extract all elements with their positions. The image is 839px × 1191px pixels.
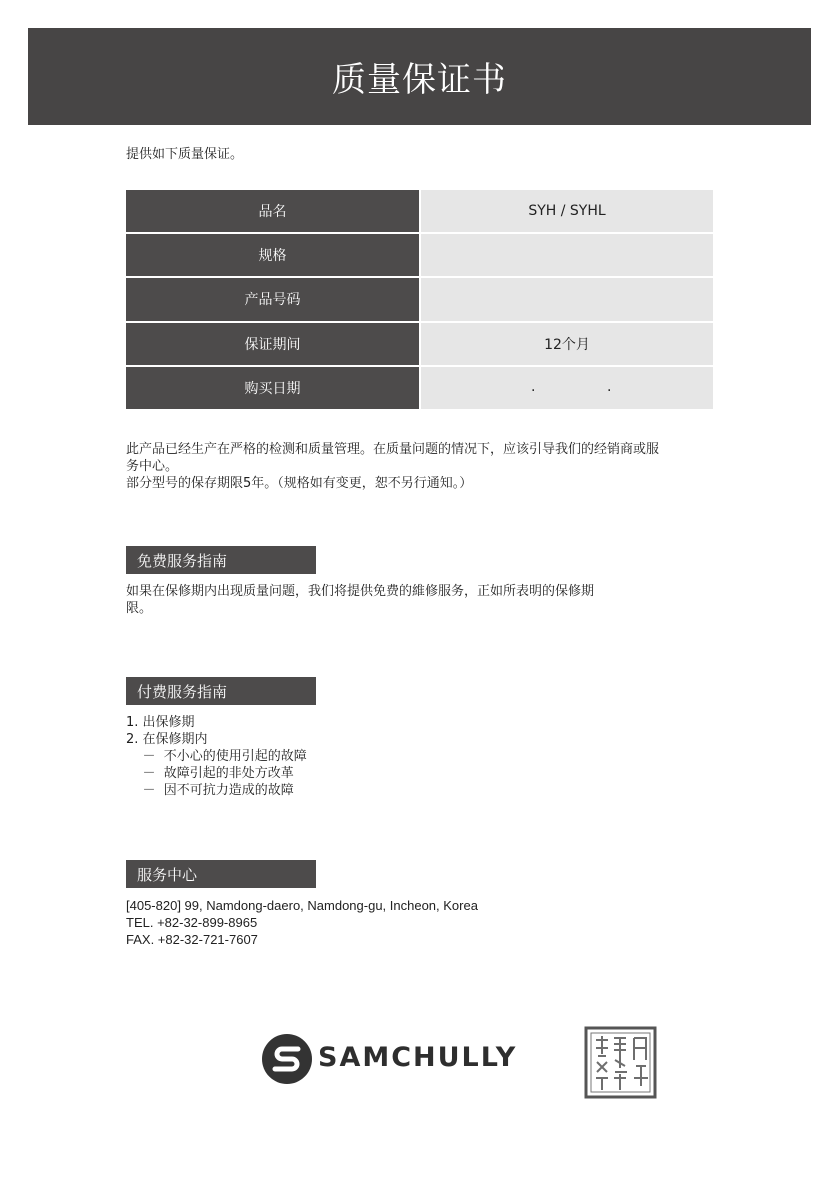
- row-value: [420, 277, 713, 321]
- purchase-date-value: [420, 366, 713, 409]
- warranty-info-table: [126, 190, 713, 409]
- title-banner: [28, 28, 811, 125]
- notice-line: 务中心。: [126, 459, 179, 474]
- row-value: 12个月: [420, 322, 713, 366]
- address: [405-820] 99, Namdong-daero, Namdong-gu, Incheon, Korea: [126, 898, 478, 913]
- list-item: 2. 在保修期内: [126, 732, 208, 747]
- notice-line: 部分型号的保存期限5年。（规格如有变更，恕不另行通知。）: [126, 476, 473, 491]
- row-value: [420, 233, 713, 277]
- text-line: 如果在保修期内出现质量问题，我们将提供免费的維修服务，正如所表明的保修期: [126, 584, 595, 599]
- list-item: － 因不可抗力造成的故障: [126, 783, 294, 798]
- table-row: [126, 366, 713, 409]
- list-item: 1. 出保修期: [126, 715, 195, 730]
- table-row: [126, 277, 713, 321]
- samchully-logo-icon: [262, 1034, 312, 1084]
- paid-service-list: [126, 714, 307, 799]
- text-line: 限。: [126, 601, 153, 616]
- table-row: [126, 233, 713, 277]
- intro-text: 提供如下质量保证。: [126, 147, 244, 162]
- date-separator: .: [607, 378, 612, 395]
- row-label: 规格: [126, 233, 420, 277]
- row-value: SYH / SYHL: [420, 190, 713, 233]
- row-label: 品名: [126, 190, 420, 233]
- free-service-heading: 免费服务指南: [126, 546, 316, 574]
- list-item: － 不小心的使用引起的故障: [126, 749, 307, 764]
- table-row: [126, 190, 713, 233]
- date-field: [421, 367, 713, 409]
- row-label: 保证期间: [126, 322, 420, 366]
- notice-line: 此产品已经生产在严格的检测和质量管理。在质量问题的情况下，应该引导我们的经销商或服: [126, 442, 660, 457]
- fax: FAX. +82-32-721-7607: [126, 932, 258, 947]
- page-title: 质量保证书: [332, 60, 507, 100]
- brand-wordmark: SAMCHULLY: [318, 1042, 518, 1073]
- free-service-text: [126, 583, 594, 617]
- list-item: － 故障引起的非处方改革: [126, 766, 294, 781]
- table-row: [126, 322, 713, 366]
- service-center-contact: [126, 897, 478, 948]
- row-label: 产品号码: [126, 277, 420, 321]
- service-center-heading: 服务中心: [126, 860, 316, 888]
- company-seal-stamp: [584, 1026, 657, 1099]
- date-separator: .: [531, 378, 536, 395]
- paid-service-heading: 付费服务指南: [126, 677, 316, 705]
- quality-notice: [126, 441, 659, 492]
- telephone: TEL. +82-32-899-8965: [126, 915, 258, 930]
- row-label: 购买日期: [126, 366, 420, 409]
